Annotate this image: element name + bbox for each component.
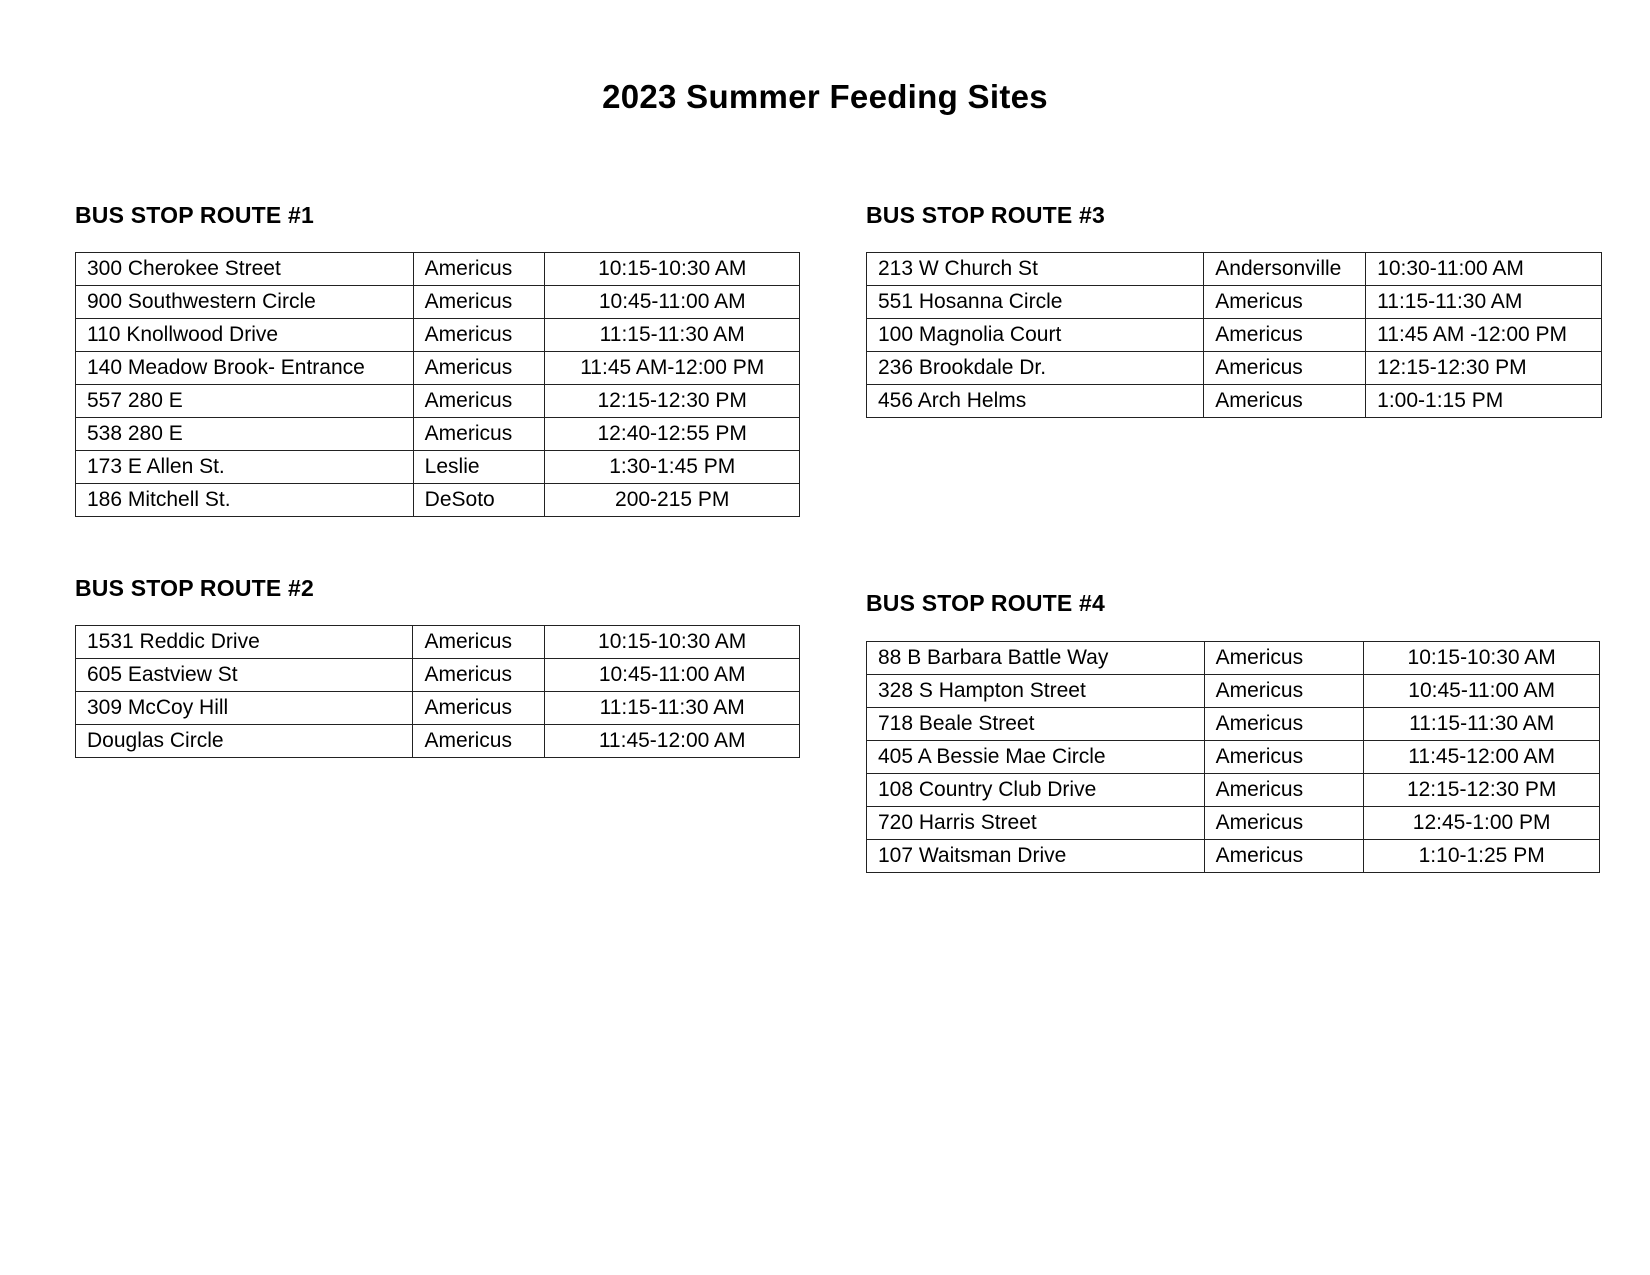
table-row <box>76 253 800 286</box>
time-cell: 1:10-1:25 PM <box>1364 840 1600 873</box>
time-cell: 10:30-11:00 AM <box>1366 253 1602 286</box>
time-cell: 11:45 AM -12:00 PM <box>1366 319 1602 352</box>
route-3-table <box>866 252 1602 418</box>
address-cell: 110 Knollwood Drive <box>76 319 414 352</box>
table-row <box>867 675 1600 708</box>
address-cell: 720 Harris Street <box>867 807 1205 840</box>
table-row <box>867 352 1602 385</box>
address-cell: Douglas Circle <box>76 725 413 758</box>
city-cell: Leslie <box>413 451 545 484</box>
time-cell: 12:15-12:30 PM <box>1364 774 1600 807</box>
table-row <box>76 626 800 659</box>
city-cell: Americus <box>413 385 545 418</box>
address-cell: 173 E Allen St. <box>76 451 414 484</box>
table-row <box>867 253 1602 286</box>
address-cell: 551 Hosanna Circle <box>867 286 1204 319</box>
time-cell: 10:45-11:00 AM <box>1364 675 1600 708</box>
table-row <box>76 451 800 484</box>
table-row <box>76 418 800 451</box>
address-cell: 213 W Church St <box>867 253 1204 286</box>
time-cell: 10:15-10:30 AM <box>545 626 800 659</box>
table-row <box>867 840 1600 873</box>
time-cell: 1:30-1:45 PM <box>545 451 800 484</box>
city-cell: Andersonville <box>1204 253 1366 286</box>
table-row <box>76 659 800 692</box>
time-cell: 11:45-12:00 AM <box>545 725 800 758</box>
table-row <box>867 708 1600 741</box>
time-cell: 11:15-11:30 AM <box>545 319 800 352</box>
city-cell: Americus <box>413 253 545 286</box>
time-cell: 10:15-10:30 AM <box>1364 642 1600 675</box>
city-cell: Americus <box>413 319 545 352</box>
city-cell: Americus <box>1204 840 1364 873</box>
table-row <box>867 286 1602 319</box>
time-cell: 10:45-11:00 AM <box>545 659 800 692</box>
route-2-table <box>75 625 800 758</box>
address-cell: 309 McCoy Hill <box>76 692 413 725</box>
address-cell: 236 Brookdale Dr. <box>867 352 1204 385</box>
time-cell: 11:45 AM-12:00 PM <box>545 352 800 385</box>
city-cell: Americus <box>413 692 545 725</box>
city-cell: Americus <box>413 659 545 692</box>
address-cell: 88 B Barbara Battle Way <box>867 642 1205 675</box>
address-cell: 1531 Reddic Drive <box>76 626 413 659</box>
city-cell: Americus <box>1204 708 1364 741</box>
city-cell: Americus <box>1204 642 1364 675</box>
city-cell: Americus <box>1204 774 1364 807</box>
time-cell: 12:15-12:30 PM <box>545 385 800 418</box>
address-cell: 718 Beale Street <box>867 708 1205 741</box>
address-cell: 557 280 E <box>76 385 414 418</box>
city-cell: DeSoto <box>413 484 545 517</box>
city-cell: Americus <box>413 286 545 319</box>
address-cell: 900 Southwestern Circle <box>76 286 414 319</box>
time-cell: 11:15-11:30 AM <box>545 692 800 725</box>
address-cell: 100 Magnolia Court <box>867 319 1204 352</box>
table-row <box>76 319 800 352</box>
table-row <box>76 385 800 418</box>
city-cell: Americus <box>1204 741 1364 774</box>
address-cell: 456 Arch Helms <box>867 385 1204 418</box>
city-cell: Americus <box>1204 385 1366 418</box>
time-cell: 11:15-11:30 AM <box>1366 286 1602 319</box>
time-cell: 11:45-12:00 AM <box>1364 741 1600 774</box>
route-2-heading: BUS STOP ROUTE #2 <box>75 575 315 601</box>
address-cell: 108 Country Club Drive <box>867 774 1205 807</box>
address-cell: 186 Mitchell St. <box>76 484 414 517</box>
route-3-heading: BUS STOP ROUTE #3 <box>866 202 1106 228</box>
time-cell: 200-215 PM <box>545 484 800 517</box>
address-cell: 107 Waitsman Drive <box>867 840 1205 873</box>
city-cell: Americus <box>1204 286 1366 319</box>
table-row <box>76 286 800 319</box>
time-cell: 10:15-10:30 AM <box>545 253 800 286</box>
table-row <box>867 319 1602 352</box>
time-cell: 12:15-12:30 PM <box>1366 352 1602 385</box>
time-cell: 11:15-11:30 AM <box>1364 708 1600 741</box>
page-title: 2023 Summer Feeding Sites <box>602 78 1048 115</box>
city-cell: Americus <box>1204 807 1364 840</box>
route-4-table <box>866 641 1600 873</box>
time-cell: 1:00-1:15 PM <box>1366 385 1602 418</box>
table-row <box>76 484 800 517</box>
city-cell: Americus <box>413 626 545 659</box>
city-cell: Americus <box>413 418 545 451</box>
address-cell: 605 Eastview St <box>76 659 413 692</box>
table-row <box>76 692 800 725</box>
city-cell: Americus <box>413 725 545 758</box>
address-cell: 538 280 E <box>76 418 414 451</box>
time-cell: 10:45-11:00 AM <box>545 286 800 319</box>
table-row <box>867 642 1600 675</box>
address-cell: 328 S Hampton Street <box>867 675 1205 708</box>
address-cell: 300 Cherokee Street <box>76 253 414 286</box>
time-cell: 12:45-1:00 PM <box>1364 807 1600 840</box>
address-cell: 405 A Bessie Mae Circle <box>867 741 1205 774</box>
time-cell: 12:40-12:55 PM <box>545 418 800 451</box>
route-1-table <box>75 252 800 517</box>
city-cell: Americus <box>1204 319 1366 352</box>
address-cell: 140 Meadow Brook- Entrance <box>76 352 414 385</box>
table-row <box>867 807 1600 840</box>
table-row <box>76 725 800 758</box>
table-row <box>867 385 1602 418</box>
city-cell: Americus <box>1204 352 1366 385</box>
city-cell: Americus <box>1204 675 1364 708</box>
route-1-heading: BUS STOP ROUTE #1 <box>75 202 315 228</box>
table-row <box>867 741 1600 774</box>
city-cell: Americus <box>413 352 545 385</box>
table-row <box>867 774 1600 807</box>
route-4-heading: BUS STOP ROUTE #4 <box>866 590 1106 616</box>
table-row <box>76 352 800 385</box>
